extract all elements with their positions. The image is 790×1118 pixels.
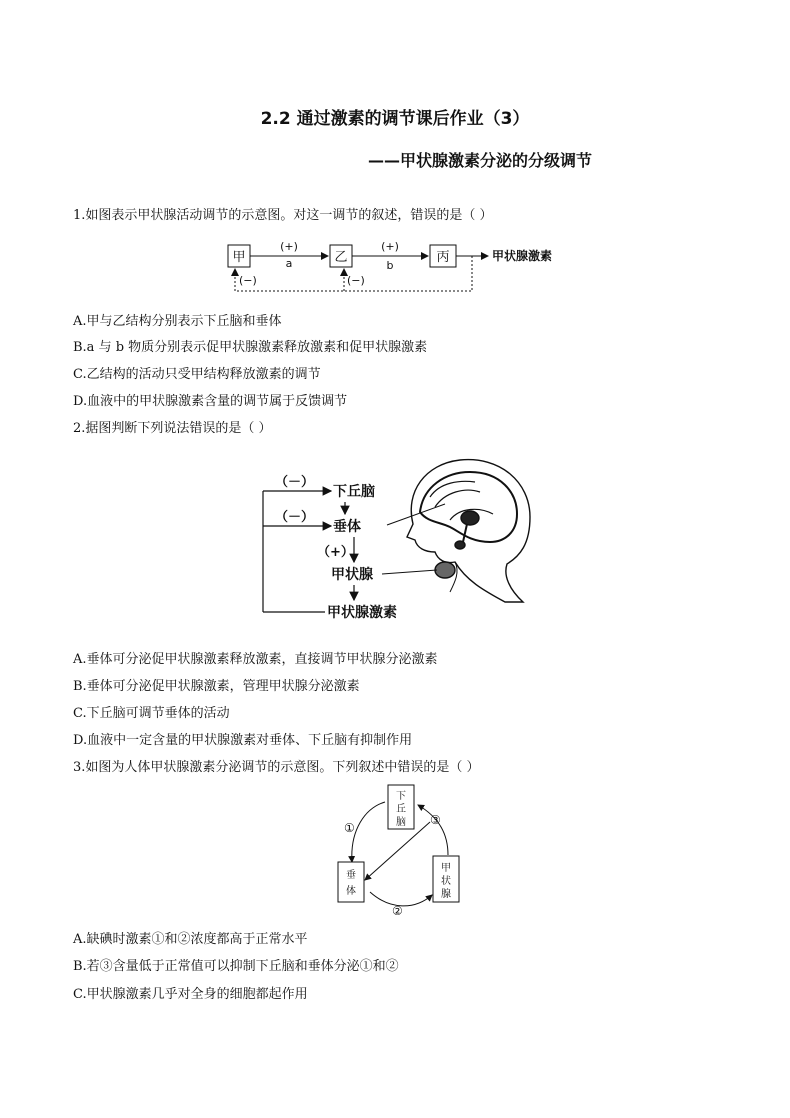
q2-minus-1: （－） [275,475,315,490]
q1-box-yi-label: 乙 [334,250,348,265]
q3-right-2: 状 [441,876,451,887]
q2-stem: 2.据图判断下列说法错误的是（ ） [73,421,272,436]
q1-plus-b: (+) [381,240,399,253]
q3-right-3: 腺 [441,889,451,900]
q2-option-d: D.血液中一定含量的甲状腺激素对垂体、下丘脑有抑制作用 [73,733,413,748]
q3-diagram [330,780,470,915]
head-illustration [407,460,530,602]
q1-minus-1: (−) [239,274,257,287]
q1-diagram [220,236,570,298]
q3-top-3: 脑 [396,817,406,828]
q2-node-hormone: 甲状腺激素 [327,605,397,621]
q2-option-c: C.下丘脑可调节垂体的活动 [73,706,230,721]
q3-label-2: ② [392,904,403,915]
page-subtitle: ——甲状腺激素分泌的分级调节 [368,151,593,170]
q1-label-a: a [285,257,293,270]
q1-output-label: 甲状腺激素 [492,249,553,263]
q3-option-c: C.甲状腺激素几乎对全身的细胞都起作用 [73,987,308,1002]
q1-stem: 1.如图表示甲状腺活动调节的示意图。对这一调节的叙述，错误的是（ ） [73,208,493,223]
q1-box-jia-label: 甲 [232,250,246,265]
q1-box-bing-label: 丙 [436,250,450,265]
q2-option-b: B.垂体可分泌促甲状腺激素，管理甲状腺分泌激素 [73,679,360,694]
q2-diagram [255,452,540,630]
q2-node-hypothalamus: 下丘脑 [333,484,375,500]
q1-option-b: B.a 与 b 物质分别表示促甲状腺激素释放激素和促甲状腺激素 [73,340,428,355]
q2-pointer-thyroid [382,570,437,574]
q3-option-b: B.若③含量低于正常值可以抑制下丘脑和垂体分泌①和② [73,959,399,974]
q3-left-2: 体 [346,886,356,897]
q2-node-pituitary: 垂体 [333,519,361,535]
page-title: 2.2 通过激素的调节课后作业（3） [260,109,530,129]
q1-plus-a: (+) [280,240,298,253]
q3-stem: 3.如图为人体甲状腺激素分泌调节的示意图。下列叙述中错误的是（ ） [73,760,480,775]
q3-left-1: 垂 [346,870,356,881]
q3-option-a: A.缺碘时激素①和②浓度都高于正常水平 [73,932,308,947]
q1-option-c: C.乙结构的活动只受甲结构释放激素的调节 [73,367,321,382]
q2-node-thyroid: 甲状腺 [331,567,373,583]
q1-label-b: b [386,259,394,272]
q3-right-1: 甲 [441,863,451,874]
q1-minus-2: (−) [347,274,365,287]
q2-option-a: A.垂体可分泌促甲状腺激素释放激素，直接调节甲状腺分泌激素 [73,652,438,667]
q2-minus-2: （－） [275,510,315,525]
q1-option-d: D.血液中的甲状腺激素含量的调节属于反馈调节 [73,394,348,409]
q3-top-2: 丘 [396,804,406,815]
q2-plus: （+） [317,545,354,560]
q3-top-1: 下 [396,791,406,802]
q1-option-a: A.甲与乙结构分别表示下丘脑和垂体 [73,314,282,329]
q3-label-3: ③ [430,813,441,827]
q3-label-1: ① [344,821,355,835]
